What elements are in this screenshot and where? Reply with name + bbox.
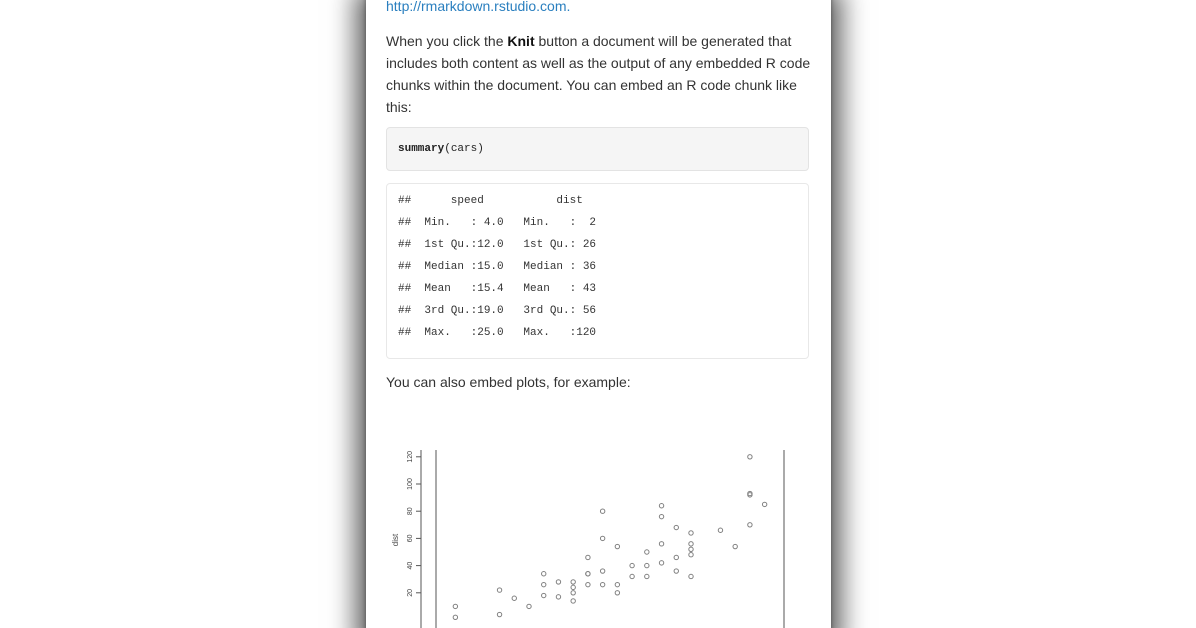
- output-line: ## 1st Qu.:12.0 1st Qu.: 26: [398, 239, 610, 251]
- data-point: [512, 596, 516, 600]
- data-point: [556, 595, 560, 599]
- data-point: [630, 574, 634, 578]
- document-panel: [366, 0, 831, 628]
- data-point: [571, 599, 575, 603]
- data-point: [689, 553, 693, 557]
- intro-text-start: When you click the: [386, 33, 508, 49]
- data-point: [600, 509, 604, 513]
- data-points: [453, 455, 767, 620]
- data-point: [497, 612, 501, 616]
- data-point: [615, 582, 619, 586]
- data-point: [674, 555, 678, 559]
- scatter-plot: [386, 450, 806, 628]
- output-line: ## Mean :15.4 Mean : 43: [398, 283, 610, 295]
- data-point: [762, 502, 766, 506]
- data-point: [615, 544, 619, 548]
- data-point: [659, 561, 663, 565]
- data-point: [645, 550, 649, 554]
- output-line: ## 3rd Qu.:19.0 3rd Qu.: 56: [398, 305, 610, 317]
- knit-bold-text: Knit: [507, 33, 535, 49]
- data-point: [586, 555, 590, 559]
- output-chunk: [386, 183, 809, 359]
- data-point: [600, 582, 604, 586]
- intro-paragraph: [386, 30, 811, 118]
- y-tick-label: 20: [407, 588, 414, 597]
- data-point: [453, 604, 457, 608]
- data-point: [542, 572, 546, 576]
- data-point: [748, 523, 752, 527]
- data-point: [586, 572, 590, 576]
- plot-frame: [436, 450, 784, 628]
- output-line: ## speed dist: [398, 195, 610, 207]
- output-lines: [398, 190, 609, 344]
- data-point: [571, 580, 575, 584]
- data-point: [615, 591, 619, 595]
- data-point: [733, 544, 737, 548]
- data-point: [586, 582, 590, 586]
- data-point: [689, 542, 693, 546]
- y-tick-label: 80: [407, 507, 414, 516]
- intro-text-end: button a document will be generated that includes both content as well as the output of any embedded R code chunks within the document. You can embed an R code chunk like this:: [386, 33, 811, 115]
- data-point: [571, 585, 575, 589]
- output-line: ## Median :15.0 Median : 36: [398, 261, 610, 273]
- data-point: [600, 569, 604, 573]
- data-point: [659, 514, 663, 518]
- y-tick-label: 60: [407, 534, 414, 543]
- data-point: [542, 582, 546, 586]
- code-line: [398, 139, 484, 159]
- data-point: [556, 580, 560, 584]
- data-point: [718, 528, 722, 532]
- data-point: [689, 574, 693, 578]
- data-point: [497, 588, 501, 592]
- data-point: [659, 504, 663, 508]
- data-point: [453, 615, 457, 619]
- output-line: ## Min. : 4.0 Min. : 2: [398, 217, 610, 229]
- data-point: [659, 542, 663, 546]
- y-tick-label: 40: [407, 561, 414, 570]
- code-function: summary: [398, 143, 445, 155]
- data-point: [571, 591, 575, 595]
- data-point: [689, 547, 693, 551]
- y-axis-ticks: [407, 451, 421, 597]
- y-axis-label: dist: [391, 533, 400, 547]
- code-arguments: (cars): [444, 143, 484, 155]
- data-point: [527, 604, 531, 608]
- data-point: [689, 531, 693, 535]
- scatter-plot-svg: [386, 450, 806, 628]
- y-tick-label: 100: [407, 478, 414, 490]
- data-point: [645, 574, 649, 578]
- data-point: [630, 563, 634, 567]
- y-tick-label: 120: [407, 450, 414, 463]
- output-line: ## Max. :25.0 Max. :120: [398, 327, 610, 339]
- data-point: [600, 536, 604, 540]
- code-chunk: [386, 127, 809, 171]
- plots-paragraph: You can also embed plots, for example:: [386, 374, 631, 390]
- data-point: [542, 593, 546, 597]
- rmarkdown-link[interactable]: http://rmarkdown.rstudio.com.: [386, 0, 571, 14]
- data-point: [748, 455, 752, 459]
- data-point: [645, 563, 649, 567]
- data-point: [674, 569, 678, 573]
- data-point: [674, 525, 678, 529]
